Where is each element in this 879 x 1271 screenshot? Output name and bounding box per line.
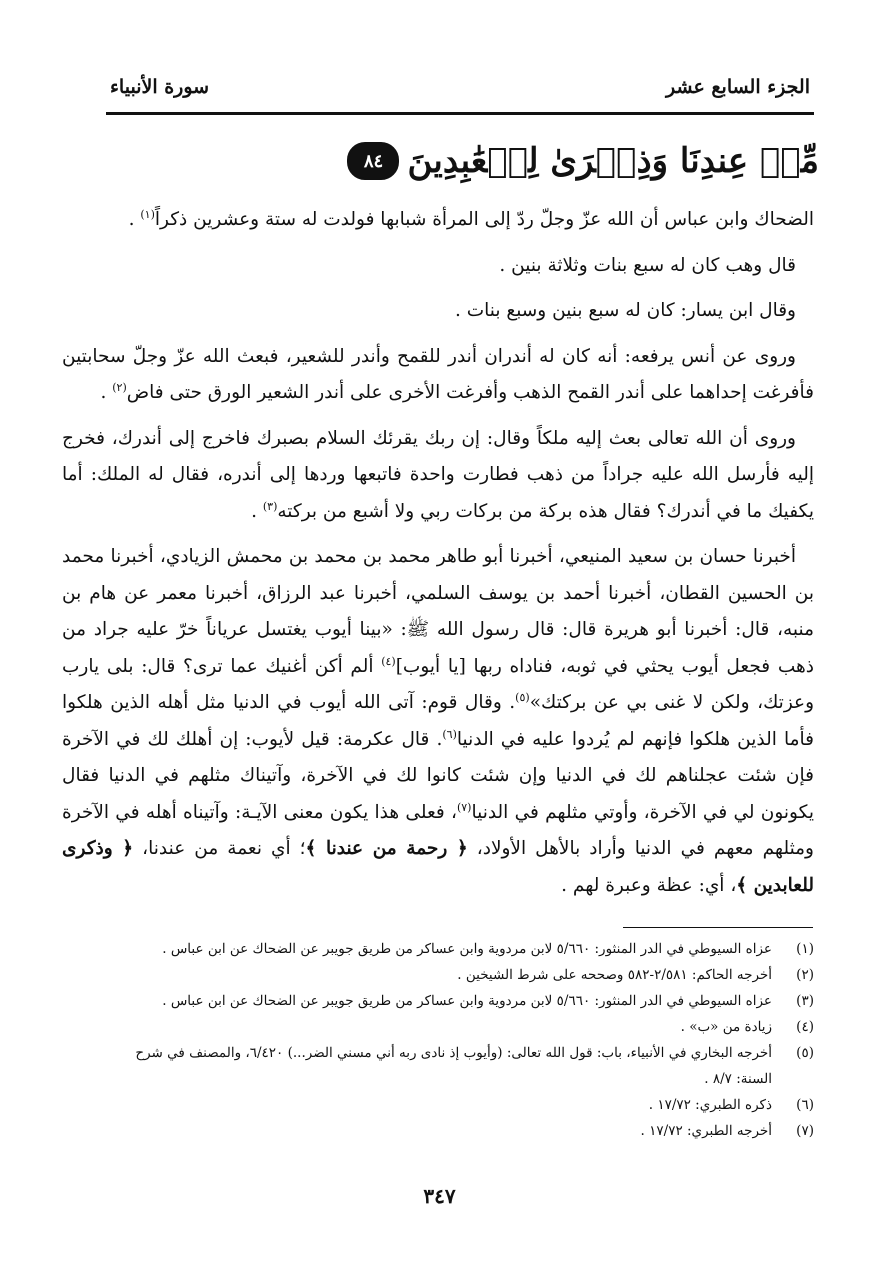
- paragraph: الضحاك وابن عباس أن الله عزّ وجلّ ردّ إلى المرأة شبابها فولدت له ستة وعشرين ذكراً$^{(١)}$ .: [128, 207, 814, 230]
- footnote-divider: [623, 927, 813, 928]
- footnote-ref: (٤): [381, 654, 396, 668]
- paragraph: وقال ابن يسار: كان له سبع بنين وسبع بنات .: [454, 300, 796, 321]
- footnote-item: (٢) أخرجه الحاكم: ٢/٥٨١-٥٨٢ وصححه على شرط الشيخين .: [457, 967, 814, 983]
- footnote-item: (٣) عزاه السيوطي في الدر المنثور: ٥/٦٦٠ لابن مردوية وابن عساكر من طريق جويبر عن الضحاك عن ابن عباس .: [162, 993, 814, 1009]
- paragraph: وروى أن الله تعالى بعث إليه ملكاً وقال: إن ربك يقرئك السلام بصبرك فاخرج إلى أندرك، فخرج إليه فأرسل الله عليه جراداً من ذهب فطارت واحدة فاتبعها وردها إلى أندره، فقال له الملك: أما يكفيك ما في أندرك؟ فقال هذه بركة من بركات ربي ولا أشبع من بركته$^{(٣)}$ .: [62, 427, 814, 522]
- header-surah-title: سورة الأنبياء: [110, 76, 210, 98]
- running-header: [110, 70, 810, 104]
- footnote-item: (٥) أخرجه البخاري في الأنبياء، باب: قول الله تعالى: (وأيوب إذ نادى ربه أني مسني الضر...) ٦/٤٢٠، والمصنف في شرح السنة: ٨/٧ .: [135, 1045, 814, 1087]
- footnote-item: (٦) ذكره الطبري: ١٧/٧٢ .: [648, 1097, 814, 1113]
- quran-quote: ﴿ وذكرى للعابدين ﴾: [62, 838, 814, 896]
- header-divider: [106, 112, 814, 115]
- footnote-ref: (٧): [456, 800, 472, 814]
- footnote-item: (٧) أخرجه الطبري: ١٧/٧٢ .: [640, 1123, 814, 1139]
- quran-quote: ﴿ رحمة من عندنا ﴾: [305, 838, 468, 859]
- footnote-ref: (٥): [515, 690, 530, 704]
- footnote-ref: (٣): [262, 499, 278, 513]
- verse-number-badge: ٨٤: [347, 142, 399, 180]
- footnote-ref: (١): [140, 207, 155, 221]
- footnote-item: (١) عزاه السيوطي في الدر المنثور: ٥/٦٦٠ لابن مردوية وابن عساكر من طريق جويبر عن الضحاك عن ابن عباس .: [162, 941, 814, 957]
- footnote-item: (٤) زيادة من «ب» .: [680, 1019, 814, 1035]
- footnote-ref: (٦): [442, 727, 457, 741]
- main-text: [62, 202, 814, 913]
- footnote-ref: (٢): [112, 380, 127, 394]
- paragraph: أخبرنا حسان بن سعيد المنيعي، أخبرنا أبو طاهر محمد بن محمد بن محمش الزيادي، أخبرنا محمد بن الحسين القطان، أخبرنا أحمد بن يوسف السلمي، أخبرنا عبد الرزاق، أخبرنا معمر عن هام بن منبه، قال: أخبرنا أبو هريرة قال: قال رسول الله ﷺ: «بينا أيوب يغتسل عرياناً خرّ عليه جراد من ذهب فجعل أيوب يحثي في ثوبه، فناداه ربها [يا أيوب]$^{(٤)}$ ألم أكن أغنيك عما ترى؟ قال: بلى يارب وعزتك، ولكن لا غنى بي عن بركتك»$^{(٥)}$. وقال قوم: آتى الله أيوب في الدنيا مثل أهله الذين هلكوا فأما الذين هلكوا فإنهم لم يُردوا عليه في الدنيا$^{(٦)}$. قال عكرمة: قيل لأيوب: إن أهلك لك في الآخرة فإن شئت عجلناهم لك في الدنيا وإن شئت كانوا لك في الآخرة، وآتيناك مثلهم في الدنيا فقال يكونون لي في الآخرة، وأوتي مثلهم في الدنيا$^{(٧)}$، فعلى هذا يكون معنى الآيـة: وآتيناه أهله في الآخرة ومثلهم معهم في الدنيا وأراد بالأهل الأولاد، ﴿ رحمة من عندنا ﴾؛ أي نعمة من عندنا، ﴿ وذكرى للعابدين ﴾، أي: عظة وعبرة لهم .: [62, 546, 815, 896]
- verse-text: مِّنۡ عِندِنَا وَذِكۡرَىٰ لِلۡعَٰبِدِينَ: [407, 141, 819, 181]
- footnotes: [100, 936, 814, 1144]
- quran-verse: [299, 130, 819, 192]
- paragraph: قال وهب كان له سبع بنات وثلاثة بنين .: [499, 254, 796, 276]
- page-number: ٣٤٧: [423, 1184, 456, 1208]
- header-part-title: الجزء السابع عشر: [666, 76, 810, 98]
- paragraph: وروى عن أنس يرفعه: أنه كان له أندران أندر للقمح وأندر للشعير، فبعث الله عزّ وجلّ سحابتين فأفرغت إحداهما على أندر القمح الذهب وأفرغت الأخرى على أندر الشعير الورق حتى فاض$^{(٢)}$ .: [62, 345, 814, 403]
